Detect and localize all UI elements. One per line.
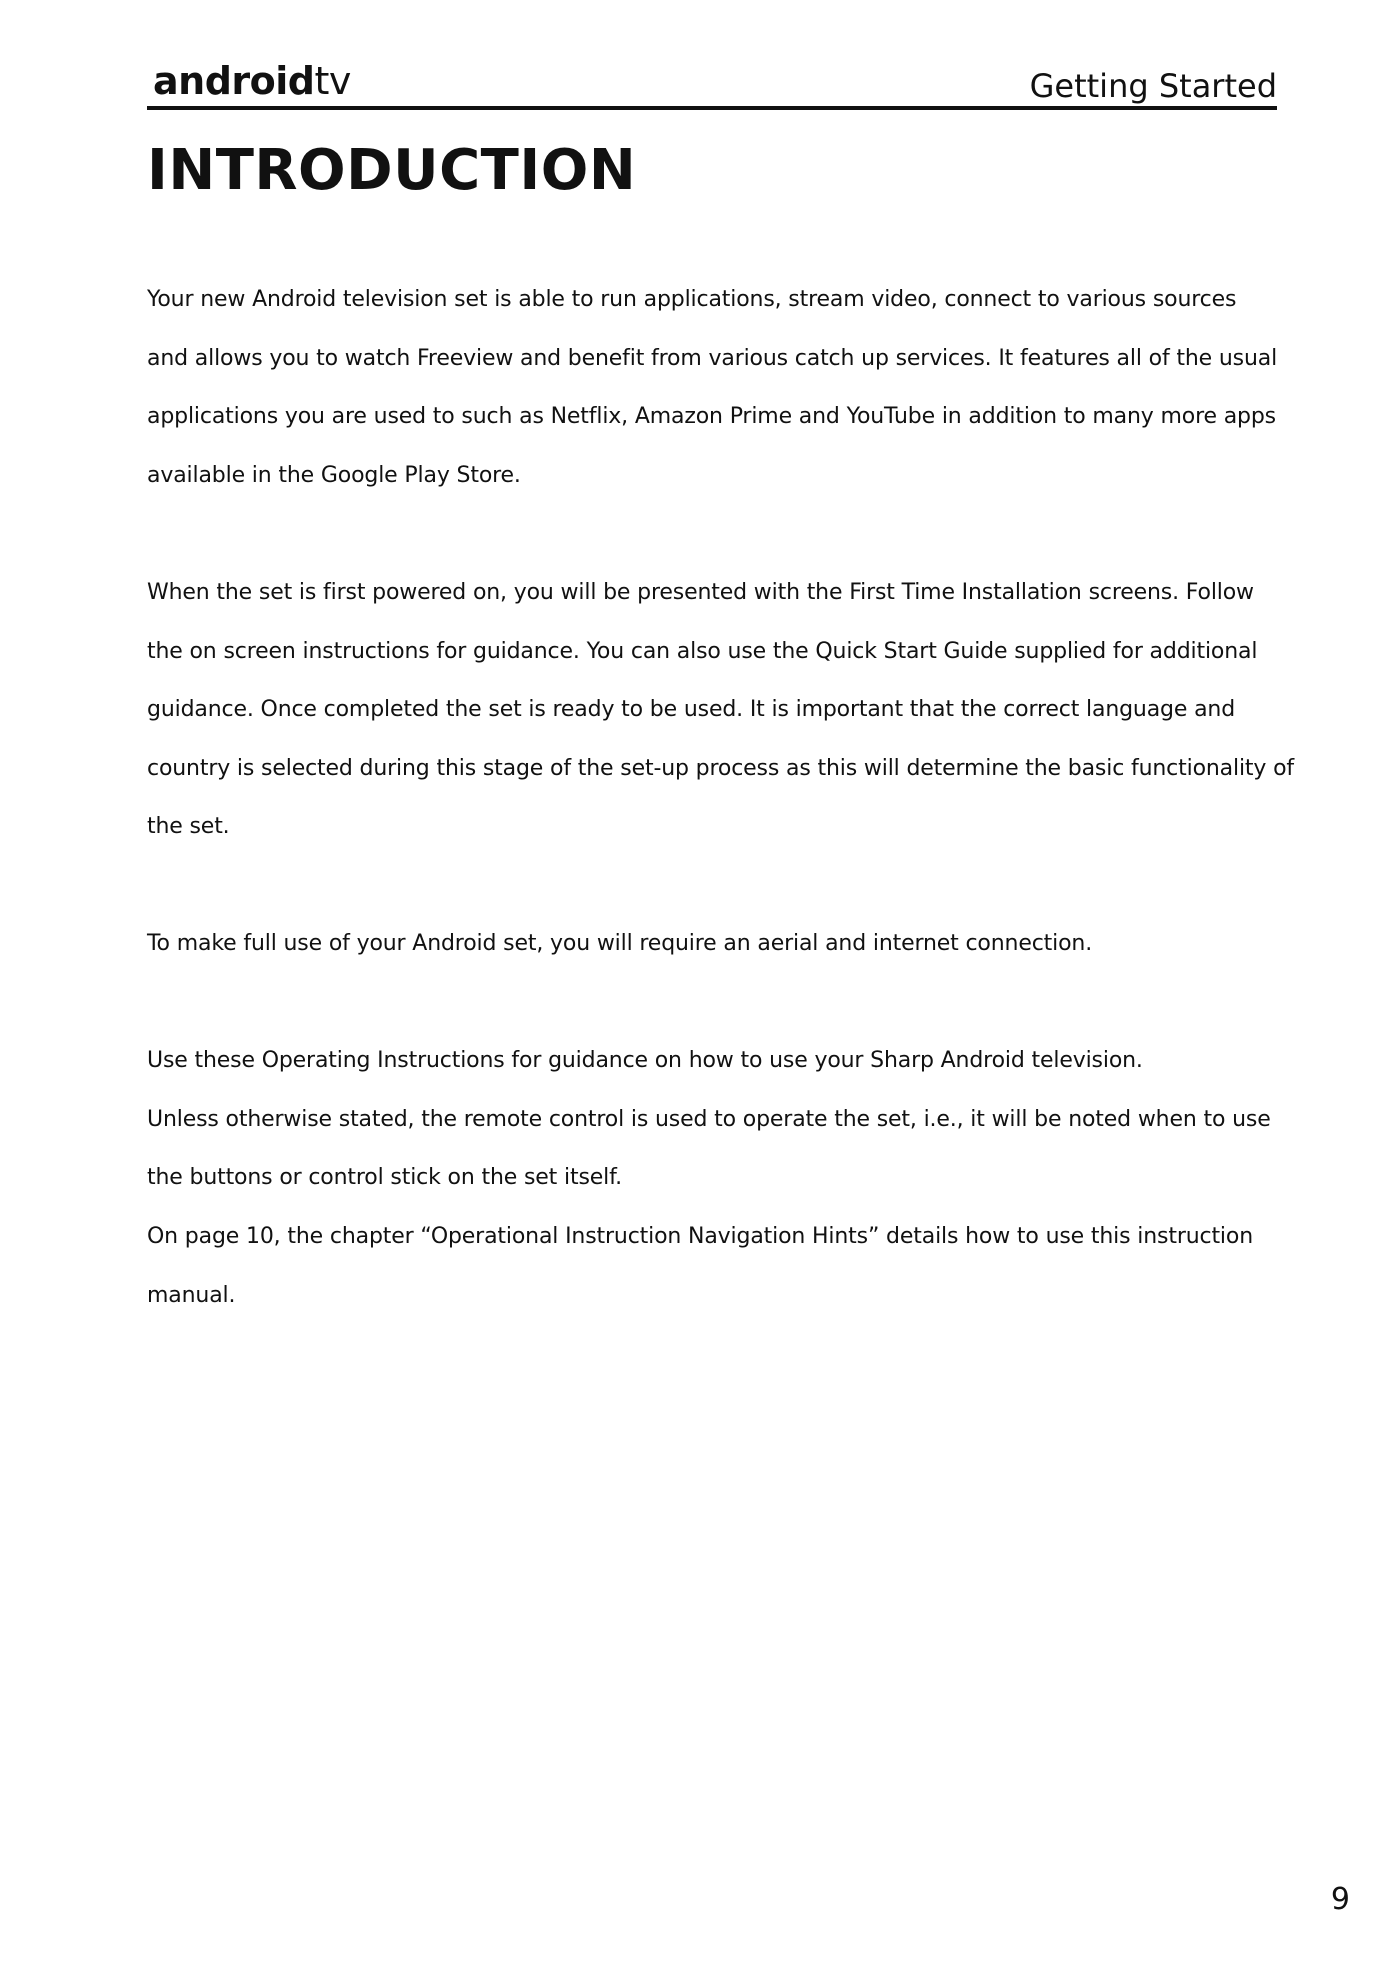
paragraph-line: available in the Google Play Store.: [147, 463, 521, 489]
page-header: [147, 58, 1277, 110]
paragraph-line: Use these Operating Instructions for guidance on how to use your Sharp Android television.: [147, 1048, 1143, 1074]
paragraph-line: the buttons or control stick on the set itself.: [147, 1165, 622, 1191]
body-text: [147, 256, 1295, 1368]
android-tv-logo: [153, 58, 351, 104]
section-title: Getting Started: [1029, 67, 1277, 105]
paragraph-line: Unless otherwise stated, the remote control is used to operate the set, i.e., it will be noted when to use: [147, 1106, 1271, 1132]
paragraph-1: [147, 256, 1287, 520]
paragraph-line: applications you are used to such as Netflix, Amazon Prime and YouTube in addition to many more apps: [147, 404, 1276, 430]
paragraph-line: the set.: [147, 814, 230, 840]
paragraph-line: Your new Android television set is able to run applications, stream video, connect to various sources: [147, 287, 1237, 313]
page-title: INTRODUCTION: [147, 138, 637, 203]
paragraph-4: [147, 1017, 1287, 1339]
paragraph-line: manual.: [147, 1282, 236, 1308]
paragraph-line: guidance. Once completed the set is ready to be used. It is important that the correct language and: [147, 697, 1236, 723]
page-number: 9: [1330, 1882, 1350, 1917]
paragraph-line: country is selected during this stage of the set-up process as this will determine the basic functionality of: [147, 755, 1295, 781]
paragraph-2: [147, 549, 1295, 871]
header-divider: [147, 106, 1277, 110]
paragraph-3: [147, 900, 1287, 988]
logo-android-text: android: [153, 59, 315, 103]
paragraph-line: and allows you to watch Freeview and benefit from various catch up services. It features all of the usual: [147, 345, 1278, 371]
logo-tv-text: tv: [314, 59, 351, 103]
paragraph-line: When the set is first powered on, you will be presented with the First Time Installation screens. Follow: [147, 579, 1254, 605]
paragraph-line: On page 10, the chapter “Operational Instruction Navigation Hints” details how to use this instruction: [147, 1223, 1254, 1249]
paragraph-line: the on screen instructions for guidance. You can also use the Quick Start Guide supplied for additional: [147, 638, 1258, 664]
paragraph-line: To make full use of your Android set, you will require an aerial and internet connection.: [147, 931, 1093, 957]
